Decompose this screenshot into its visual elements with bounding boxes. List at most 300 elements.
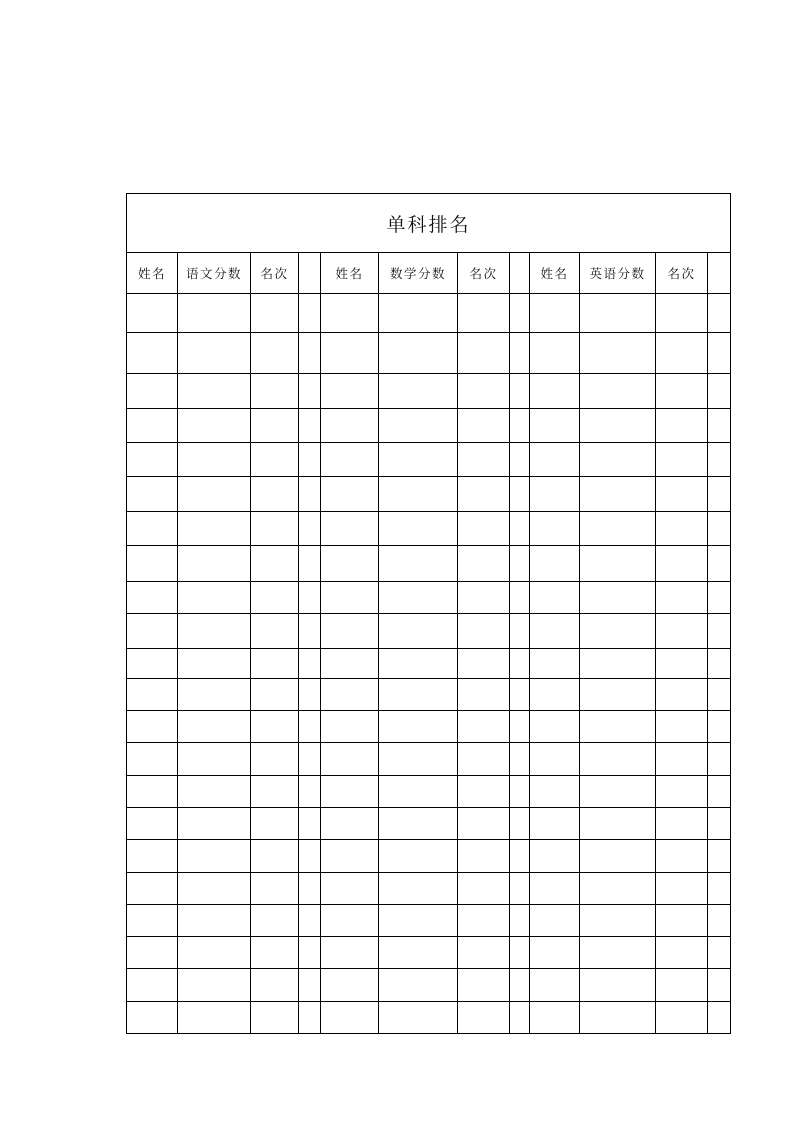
- table-row: [127, 679, 731, 711]
- cell-rank[interactable]: [656, 443, 708, 477]
- cell-chinese-score[interactable]: [178, 1002, 251, 1034]
- cell-chinese-score[interactable]: [178, 905, 251, 937]
- cell-rank[interactable]: [656, 477, 708, 512]
- cell-spacer[interactable]: [510, 512, 530, 546]
- cell-spacer[interactable]: [299, 840, 321, 873]
- cell-name[interactable]: [321, 711, 379, 743]
- cell-name[interactable]: [321, 679, 379, 711]
- cell-rank[interactable]: [251, 969, 299, 1002]
- cell-name[interactable]: [127, 776, 178, 808]
- cell-math-score[interactable]: [379, 294, 458, 333]
- cell-english-score[interactable]: [580, 905, 656, 937]
- cell-math-score[interactable]: [379, 512, 458, 546]
- header-english-score: 英语分数: [580, 253, 656, 294]
- cell-chinese-score[interactable]: [178, 582, 251, 614]
- subject-ranking-table: [126, 193, 731, 1034]
- cell-name[interactable]: [127, 546, 178, 582]
- cell-spacer[interactable]: [708, 840, 731, 873]
- cell-rank[interactable]: [251, 443, 299, 477]
- cell-spacer[interactable]: [708, 969, 731, 1002]
- cell-name[interactable]: [127, 679, 178, 711]
- cell-rank[interactable]: [458, 743, 510, 776]
- cell-spacer[interactable]: [510, 582, 530, 614]
- cell-spacer[interactable]: [299, 546, 321, 582]
- cell-name[interactable]: [127, 443, 178, 477]
- cell-rank[interactable]: [656, 649, 708, 679]
- cell-rank[interactable]: [458, 1002, 510, 1034]
- cell-chinese-score[interactable]: [178, 443, 251, 477]
- cell-english-score[interactable]: [580, 1002, 656, 1034]
- cell-math-score[interactable]: [379, 873, 458, 905]
- cell-spacer[interactable]: [299, 333, 321, 374]
- cell-chinese-score[interactable]: [178, 743, 251, 776]
- cell-rank[interactable]: [458, 333, 510, 374]
- cell-spacer[interactable]: [299, 1002, 321, 1034]
- cell-rank[interactable]: [656, 614, 708, 649]
- cell-chinese-score[interactable]: [178, 808, 251, 840]
- cell-rank[interactable]: [251, 1002, 299, 1034]
- cell-name[interactable]: [530, 1002, 580, 1034]
- table-row: [127, 905, 731, 937]
- cell-name[interactable]: [127, 649, 178, 679]
- cell-spacer[interactable]: [510, 808, 530, 840]
- cell-spacer[interactable]: [299, 512, 321, 546]
- cell-spacer[interactable]: [299, 711, 321, 743]
- title-row: [127, 194, 731, 253]
- cell-name[interactable]: [127, 477, 178, 512]
- cell-name[interactable]: [321, 969, 379, 1002]
- cell-rank[interactable]: [251, 679, 299, 711]
- cell-math-score[interactable]: [379, 582, 458, 614]
- header-chinese-score: 语文分数: [178, 253, 251, 294]
- cell-rank[interactable]: [656, 512, 708, 546]
- cell-name[interactable]: [127, 582, 178, 614]
- cell-rank[interactable]: [251, 294, 299, 333]
- cell-chinese-score[interactable]: [178, 711, 251, 743]
- cell-spacer[interactable]: [299, 294, 321, 333]
- cell-spacer[interactable]: [299, 937, 321, 969]
- cell-spacer[interactable]: [299, 582, 321, 614]
- cell-name[interactable]: [530, 969, 580, 1002]
- table-row: [127, 969, 731, 1002]
- cell-name[interactable]: [530, 409, 580, 443]
- cell-rank[interactable]: [458, 649, 510, 679]
- cell-chinese-score[interactable]: [178, 649, 251, 679]
- cell-chinese-score[interactable]: [178, 294, 251, 333]
- cell-english-score[interactable]: [580, 808, 656, 840]
- header-rank: 名次: [251, 253, 299, 294]
- cell-spacer[interactable]: [708, 808, 731, 840]
- cell-rank[interactable]: [656, 743, 708, 776]
- cell-english-score[interactable]: [580, 582, 656, 614]
- cell-spacer[interactable]: [708, 937, 731, 969]
- cell-rank[interactable]: [458, 873, 510, 905]
- cell-name[interactable]: [321, 409, 379, 443]
- cell-rank[interactable]: [251, 546, 299, 582]
- cell-name[interactable]: [530, 711, 580, 743]
- cell-rank[interactable]: [656, 840, 708, 873]
- cell-english-score[interactable]: [580, 776, 656, 808]
- cell-math-score[interactable]: [379, 649, 458, 679]
- cell-math-score[interactable]: [379, 546, 458, 582]
- cell-name[interactable]: [530, 512, 580, 546]
- cell-rank[interactable]: [251, 840, 299, 873]
- cell-rank[interactable]: [458, 294, 510, 333]
- cell-chinese-score[interactable]: [178, 477, 251, 512]
- cell-spacer[interactable]: [510, 743, 530, 776]
- header-spacer: [510, 253, 530, 294]
- header-name: 姓名: [321, 253, 379, 294]
- header-spacer: [299, 253, 321, 294]
- cell-name[interactable]: [530, 679, 580, 711]
- cell-spacer[interactable]: [510, 679, 530, 711]
- table-row: [127, 808, 731, 840]
- cell-rank[interactable]: [251, 614, 299, 649]
- cell-rank[interactable]: [656, 374, 708, 409]
- cell-english-score[interactable]: [580, 546, 656, 582]
- cell-rank[interactable]: [656, 873, 708, 905]
- cell-rank[interactable]: [656, 808, 708, 840]
- cell-name[interactable]: [127, 333, 178, 374]
- cell-rank[interactable]: [458, 776, 510, 808]
- cell-spacer[interactable]: [510, 776, 530, 808]
- cell-name[interactable]: [530, 840, 580, 873]
- cell-spacer[interactable]: [708, 294, 731, 333]
- cell-name[interactable]: [321, 937, 379, 969]
- cell-english-score[interactable]: [580, 873, 656, 905]
- table-row: [127, 840, 731, 873]
- cell-rank[interactable]: [458, 840, 510, 873]
- cell-chinese-score[interactable]: [178, 873, 251, 905]
- cell-spacer[interactable]: [510, 711, 530, 743]
- cell-english-score[interactable]: [580, 477, 656, 512]
- table-row: [127, 1002, 731, 1034]
- cell-math-score[interactable]: [379, 840, 458, 873]
- cell-name[interactable]: [321, 873, 379, 905]
- cell-math-score[interactable]: [379, 969, 458, 1002]
- cell-math-score[interactable]: [379, 905, 458, 937]
- cell-spacer[interactable]: [510, 546, 530, 582]
- cell-math-score[interactable]: [379, 409, 458, 443]
- table-row: [127, 649, 731, 679]
- cell-spacer[interactable]: [708, 374, 731, 409]
- cell-name[interactable]: [127, 614, 178, 649]
- cell-name[interactable]: [321, 333, 379, 374]
- cell-spacer[interactable]: [510, 649, 530, 679]
- cell-rank[interactable]: [656, 1002, 708, 1034]
- cell-rank[interactable]: [656, 409, 708, 443]
- cell-english-score[interactable]: [580, 333, 656, 374]
- table-title: 单科排名: [127, 194, 731, 253]
- cell-name[interactable]: [530, 374, 580, 409]
- cell-name[interactable]: [530, 743, 580, 776]
- header-name: 姓名: [127, 253, 178, 294]
- cell-spacer[interactable]: [708, 873, 731, 905]
- header-rank: 名次: [458, 253, 510, 294]
- cell-english-score[interactable]: [580, 840, 656, 873]
- cell-rank[interactable]: [458, 409, 510, 443]
- cell-name[interactable]: [530, 937, 580, 969]
- cell-name[interactable]: [321, 294, 379, 333]
- header-row: [127, 253, 731, 294]
- cell-spacer[interactable]: [510, 294, 530, 333]
- cell-chinese-score[interactable]: [178, 776, 251, 808]
- table-row: [127, 873, 731, 905]
- cell-name[interactable]: [530, 614, 580, 649]
- table-row: [127, 776, 731, 808]
- cell-rank[interactable]: [458, 477, 510, 512]
- table-row: [127, 374, 731, 409]
- table-row: [127, 512, 731, 546]
- cell-spacer[interactable]: [299, 477, 321, 512]
- cell-name[interactable]: [530, 905, 580, 937]
- cell-spacer[interactable]: [510, 937, 530, 969]
- cell-spacer[interactable]: [708, 477, 731, 512]
- cell-name[interactable]: [127, 969, 178, 1002]
- cell-rank[interactable]: [656, 937, 708, 969]
- cell-chinese-score[interactable]: [178, 546, 251, 582]
- cell-spacer[interactable]: [510, 374, 530, 409]
- cell-rank[interactable]: [251, 409, 299, 443]
- cell-rank[interactable]: [458, 614, 510, 649]
- cell-spacer[interactable]: [708, 649, 731, 679]
- cell-rank[interactable]: [656, 776, 708, 808]
- cell-rank[interactable]: [656, 294, 708, 333]
- header-rank: 名次: [656, 253, 708, 294]
- cell-rank[interactable]: [458, 512, 510, 546]
- cell-spacer[interactable]: [510, 905, 530, 937]
- cell-math-score[interactable]: [379, 711, 458, 743]
- cell-spacer[interactable]: [299, 905, 321, 937]
- cell-math-score[interactable]: [379, 808, 458, 840]
- cell-name[interactable]: [321, 840, 379, 873]
- table-row: [127, 443, 731, 477]
- cell-chinese-score[interactable]: [178, 969, 251, 1002]
- cell-name[interactable]: [321, 1002, 379, 1034]
- cell-math-score[interactable]: [379, 333, 458, 374]
- cell-math-score[interactable]: [379, 679, 458, 711]
- cell-english-score[interactable]: [580, 649, 656, 679]
- cell-math-score[interactable]: [379, 937, 458, 969]
- cell-spacer[interactable]: [299, 776, 321, 808]
- cell-name[interactable]: [127, 808, 178, 840]
- cell-spacer[interactable]: [708, 711, 731, 743]
- cell-chinese-score[interactable]: [178, 333, 251, 374]
- cell-spacer[interactable]: [708, 409, 731, 443]
- cell-spacer[interactable]: [510, 477, 530, 512]
- cell-math-score[interactable]: [379, 614, 458, 649]
- cell-chinese-score[interactable]: [178, 374, 251, 409]
- cell-name[interactable]: [127, 840, 178, 873]
- cell-spacer[interactable]: [299, 374, 321, 409]
- cell-rank[interactable]: [458, 969, 510, 1002]
- cell-english-score[interactable]: [580, 937, 656, 969]
- cell-rank[interactable]: [251, 582, 299, 614]
- cell-name[interactable]: [530, 873, 580, 905]
- cell-name[interactable]: [127, 711, 178, 743]
- cell-rank[interactable]: [656, 969, 708, 1002]
- cell-spacer[interactable]: [510, 840, 530, 873]
- cell-rank[interactable]: [656, 333, 708, 374]
- cell-spacer[interactable]: [510, 969, 530, 1002]
- table-row: [127, 711, 731, 743]
- cell-spacer[interactable]: [708, 512, 731, 546]
- cell-rank[interactable]: [251, 374, 299, 409]
- cell-english-score[interactable]: [580, 512, 656, 546]
- cell-spacer[interactable]: [708, 679, 731, 711]
- cell-name[interactable]: [127, 294, 178, 333]
- cell-name[interactable]: [321, 443, 379, 477]
- header-spacer: [708, 253, 731, 294]
- cell-spacer[interactable]: [299, 873, 321, 905]
- cell-rank[interactable]: [458, 808, 510, 840]
- cell-rank[interactable]: [458, 582, 510, 614]
- cell-name[interactable]: [530, 649, 580, 679]
- cell-math-score[interactable]: [379, 477, 458, 512]
- cell-spacer[interactable]: [708, 443, 731, 477]
- cell-name[interactable]: [127, 1002, 178, 1034]
- cell-chinese-score[interactable]: [178, 512, 251, 546]
- cell-rank[interactable]: [458, 711, 510, 743]
- cell-name[interactable]: [321, 582, 379, 614]
- cell-english-score[interactable]: [580, 711, 656, 743]
- cell-rank[interactable]: [251, 937, 299, 969]
- cell-rank[interactable]: [251, 333, 299, 374]
- cell-rank[interactable]: [251, 808, 299, 840]
- header-name: 姓名: [530, 253, 580, 294]
- cell-rank[interactable]: [458, 443, 510, 477]
- cell-name[interactable]: [127, 512, 178, 546]
- cell-spacer[interactable]: [708, 333, 731, 374]
- cell-english-score[interactable]: [580, 294, 656, 333]
- table-row: [127, 409, 731, 443]
- cell-name[interactable]: [321, 512, 379, 546]
- cell-spacer[interactable]: [299, 808, 321, 840]
- cell-english-score[interactable]: [580, 614, 656, 649]
- cell-name[interactable]: [127, 374, 178, 409]
- cell-name[interactable]: [321, 546, 379, 582]
- cell-rank[interactable]: [251, 873, 299, 905]
- cell-english-score[interactable]: [580, 743, 656, 776]
- cell-rank[interactable]: [251, 905, 299, 937]
- cell-spacer[interactable]: [708, 905, 731, 937]
- cell-spacer[interactable]: [299, 969, 321, 1002]
- cell-spacer[interactable]: [510, 614, 530, 649]
- cell-spacer[interactable]: [510, 1002, 530, 1034]
- cell-rank[interactable]: [656, 546, 708, 582]
- cell-math-score[interactable]: [379, 776, 458, 808]
- cell-name[interactable]: [321, 614, 379, 649]
- cell-chinese-score[interactable]: [178, 614, 251, 649]
- cell-english-score[interactable]: [580, 969, 656, 1002]
- table-row: [127, 582, 731, 614]
- cell-rank[interactable]: [251, 477, 299, 512]
- cell-name[interactable]: [127, 409, 178, 443]
- cell-name[interactable]: [321, 776, 379, 808]
- cell-rank[interactable]: [458, 937, 510, 969]
- header-math-score: 数学分数: [379, 253, 458, 294]
- cell-english-score[interactable]: [580, 443, 656, 477]
- cell-math-score[interactable]: [379, 443, 458, 477]
- cell-rank[interactable]: [458, 905, 510, 937]
- table-row: [127, 477, 731, 512]
- cell-rank[interactable]: [251, 512, 299, 546]
- cell-spacer[interactable]: [510, 409, 530, 443]
- cell-rank[interactable]: [251, 743, 299, 776]
- cell-name[interactable]: [321, 808, 379, 840]
- cell-rank[interactable]: [251, 776, 299, 808]
- cell-spacer[interactable]: [299, 443, 321, 477]
- cell-name[interactable]: [127, 743, 178, 776]
- cell-spacer[interactable]: [708, 582, 731, 614]
- cell-name[interactable]: [321, 905, 379, 937]
- cell-name[interactable]: [127, 937, 178, 969]
- cell-english-score[interactable]: [580, 374, 656, 409]
- cell-name[interactable]: [530, 477, 580, 512]
- cell-english-score[interactable]: [580, 409, 656, 443]
- cell-rank[interactable]: [251, 649, 299, 679]
- table-row: [127, 937, 731, 969]
- cell-name[interactable]: [321, 649, 379, 679]
- cell-name[interactable]: [127, 873, 178, 905]
- cell-chinese-score[interactable]: [178, 840, 251, 873]
- cell-name[interactable]: [530, 333, 580, 374]
- cell-rank[interactable]: [656, 679, 708, 711]
- cell-spacer[interactable]: [708, 776, 731, 808]
- cell-spacer[interactable]: [708, 546, 731, 582]
- cell-spacer[interactable]: [510, 873, 530, 905]
- cell-rank[interactable]: [458, 374, 510, 409]
- cell-spacer[interactable]: [299, 614, 321, 649]
- cell-spacer[interactable]: [708, 614, 731, 649]
- cell-name[interactable]: [321, 743, 379, 776]
- cell-rank[interactable]: [458, 546, 510, 582]
- cell-rank[interactable]: [251, 711, 299, 743]
- cell-name[interactable]: [321, 374, 379, 409]
- cell-name[interactable]: [530, 546, 580, 582]
- cell-name[interactable]: [530, 582, 580, 614]
- cell-english-score[interactable]: [580, 679, 656, 711]
- cell-rank[interactable]: [458, 679, 510, 711]
- cell-name[interactable]: [530, 776, 580, 808]
- cell-rank[interactable]: [656, 582, 708, 614]
- cell-spacer[interactable]: [708, 1002, 731, 1034]
- cell-spacer[interactable]: [299, 649, 321, 679]
- cell-chinese-score[interactable]: [178, 937, 251, 969]
- cell-spacer[interactable]: [299, 409, 321, 443]
- table-row: [127, 546, 731, 582]
- table-row: [127, 333, 731, 374]
- cell-spacer[interactable]: [510, 333, 530, 374]
- cell-math-score[interactable]: [379, 1002, 458, 1034]
- cell-math-score[interactable]: [379, 743, 458, 776]
- cell-spacer[interactable]: [299, 679, 321, 711]
- cell-name[interactable]: [530, 443, 580, 477]
- cell-spacer[interactable]: [510, 443, 530, 477]
- cell-name[interactable]: [321, 477, 379, 512]
- cell-rank[interactable]: [656, 711, 708, 743]
- cell-math-score[interactable]: [379, 374, 458, 409]
- cell-chinese-score[interactable]: [178, 409, 251, 443]
- cell-name[interactable]: [530, 294, 580, 333]
- cell-spacer[interactable]: [708, 743, 731, 776]
- cell-name[interactable]: [530, 808, 580, 840]
- cell-name[interactable]: [127, 905, 178, 937]
- cell-rank[interactable]: [656, 905, 708, 937]
- cell-spacer[interactable]: [299, 743, 321, 776]
- table-row: [127, 294, 731, 333]
- cell-chinese-score[interactable]: [178, 679, 251, 711]
